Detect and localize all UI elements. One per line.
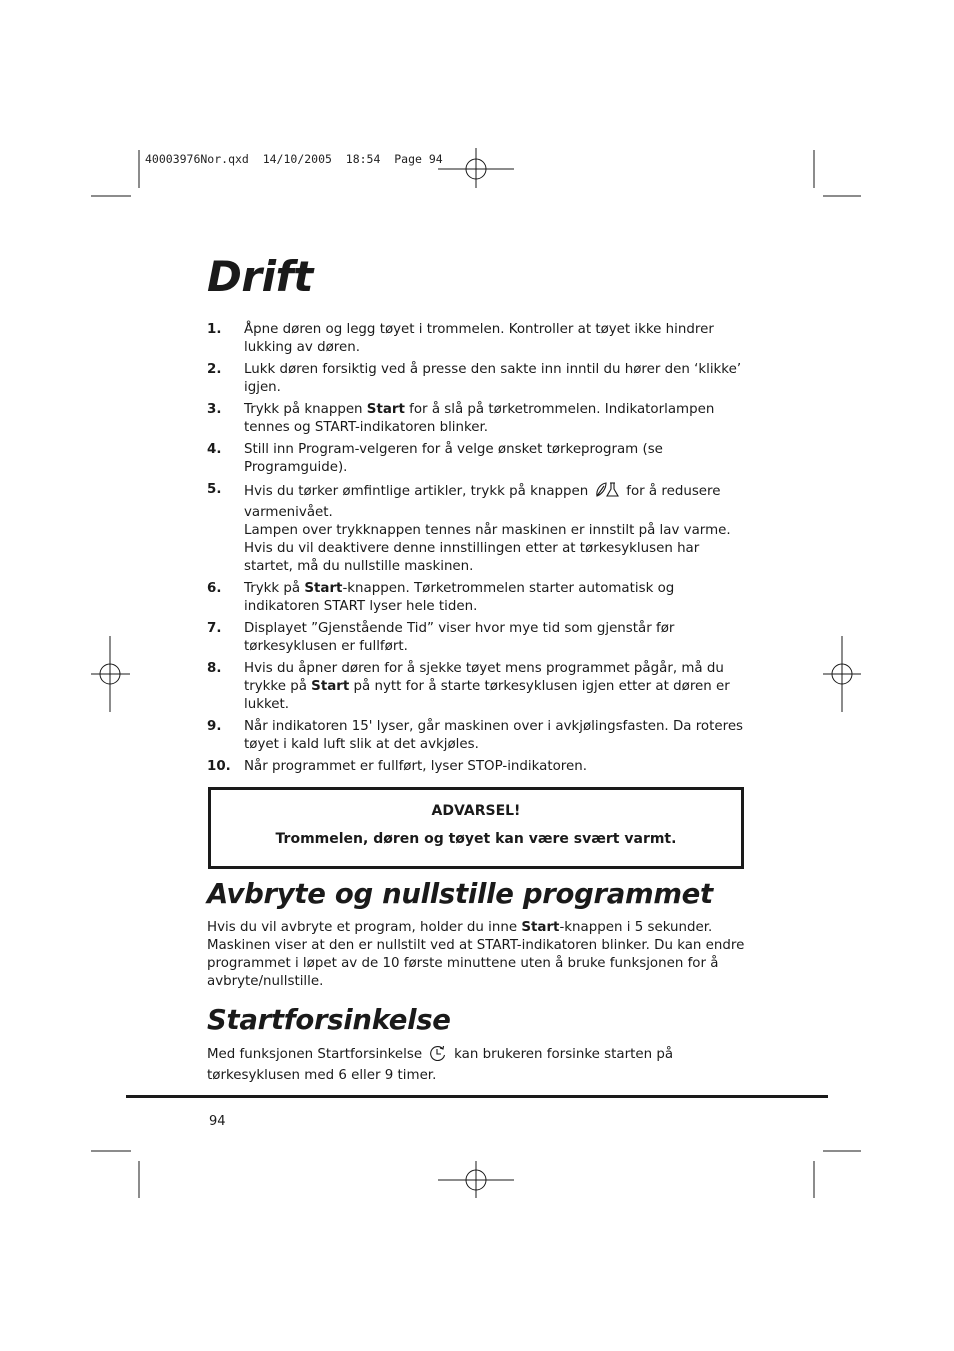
step-text-part: Hvis du vil deaktivere denne innstillingen etter at tørkesyklusen har startet, må du nullstille maskinen. [244, 541, 700, 574]
step-text: Åpne døren og legg tøyet i trommelen. Kontroller at tøyet ikke hindrer lukking av døren. [244, 322, 714, 355]
step-text-part: Hvis du åpner døren for å sjekke tøyet mens programmet pågår, må du trykke på [244, 661, 724, 694]
step-number: 10. [207, 759, 231, 774]
paragraph-part: Hvis du vil avbryte et program, holder du inne [207, 920, 522, 935]
step-text [244, 580, 747, 616]
list-item [207, 718, 747, 754]
step-number: 5. [207, 482, 222, 497]
start-keyword: Start [521, 920, 560, 935]
section-heading-cancel: Avbryte og nullstille programmet [207, 878, 713, 910]
section-text-delay [207, 1045, 747, 1085]
paragraph-part: -knappen i 5 sekunder. Maskinen viser at den er nullstilt ved at START-indikatoren blinker. Du kan endre programmet i løpet av de 10 første minuttene uten å bruke funksjonen for å avbryte/nullstille. [207, 920, 745, 989]
footer-rule [126, 1095, 828, 1098]
registration-mark-right [823, 636, 861, 712]
list-item [207, 481, 747, 576]
step-text-part: Hvis du tørker ømfintlige artikler, trykk på knappen [244, 484, 589, 499]
list-item [207, 441, 747, 477]
step-text [244, 660, 747, 714]
step-text: Still inn Program-velgeren for å velge ønsket tørkeprogram (se Programguide). [244, 442, 663, 475]
step-text-part: for å slå på tørketrommelen. Indikatorlampen tennes og START-indikatoren blinker. [244, 402, 715, 435]
list-item [207, 580, 747, 616]
step-text-part: -knappen. Tørketrommelen starter automatisk og indikatoren START lyser hele tiden. [244, 581, 675, 614]
start-keyword: Start [366, 402, 405, 417]
step-number: 7. [207, 621, 222, 636]
warning-text: Trommelen, døren og tøyet kan være svært varmt. [275, 831, 677, 847]
step-text: Når indikatoren 15' lyser, går maskinen over i avkjølingsfasten. Da roteres tøyet i kald luft slik at det avkjøles. [244, 719, 744, 752]
step-text [244, 401, 747, 437]
list-item [207, 401, 747, 437]
file-slug: 40003976Nor.qxd 14/10/2005 18:54 Page 94 [145, 152, 443, 166]
step-text-part: på nytt for å starte tørkesyklusen igjen etter at døren er lukket. [244, 679, 730, 712]
step-text: Displayet ”Gjenstående Tid” viser hvor mye tid som gjenstår før tørkesyklusen er fullført. [244, 621, 675, 654]
step-text-part: for å redusere varmenivået. [244, 484, 721, 520]
step-number: 1. [207, 322, 222, 337]
step-text: Når programmet er fullført, lyser STOP-indikatoren. [244, 759, 587, 774]
registration-mark-top [438, 148, 514, 188]
list-item [207, 758, 747, 776]
step-text-part: Trykk på [244, 581, 305, 596]
step-number: 3. [207, 402, 222, 417]
step-text: Lukk døren forsiktig ved å presse den sakte inn inntil du hører den ‘klikke’ igjen. [244, 362, 742, 395]
step-text-part: Lampen over trykknappen tennes når maskinen er innstilt på lav varme. [244, 523, 731, 538]
step-number: 2. [207, 362, 222, 377]
start-keyword: Start [304, 581, 343, 596]
delicate-low-heat-icon [594, 481, 620, 504]
step-text [244, 481, 747, 576]
paragraph-part: kan brukeren forsinke starten på tørkesyklusen med 6 eller 9 timer. [207, 1047, 674, 1083]
list-item [207, 660, 747, 714]
list-item [207, 620, 747, 656]
start-keyword: Start [311, 679, 350, 694]
warning-box [208, 787, 744, 869]
list-item [207, 361, 747, 397]
step-number: 9. [207, 719, 222, 734]
page-title: Drift [207, 252, 313, 301]
step-text-part: Trykk på knappen [244, 402, 367, 417]
warning-title: ADVARSEL! [431, 803, 521, 819]
paragraph-part: Med funksjonen Startforsinkelse [207, 1047, 423, 1062]
page-number: 94 [209, 1114, 226, 1129]
steps-list [207, 321, 747, 780]
step-number: 4. [207, 442, 222, 457]
delay-start-clock-icon [428, 1045, 448, 1067]
section-heading-delay: Startforsinkelse [207, 1004, 451, 1036]
registration-mark-left [91, 636, 130, 712]
step-number: 6. [207, 581, 222, 596]
registration-mark-bottom [438, 1161, 514, 1198]
section-text-cancel [207, 919, 747, 991]
step-number: 8. [207, 661, 222, 676]
list-item [207, 321, 747, 357]
